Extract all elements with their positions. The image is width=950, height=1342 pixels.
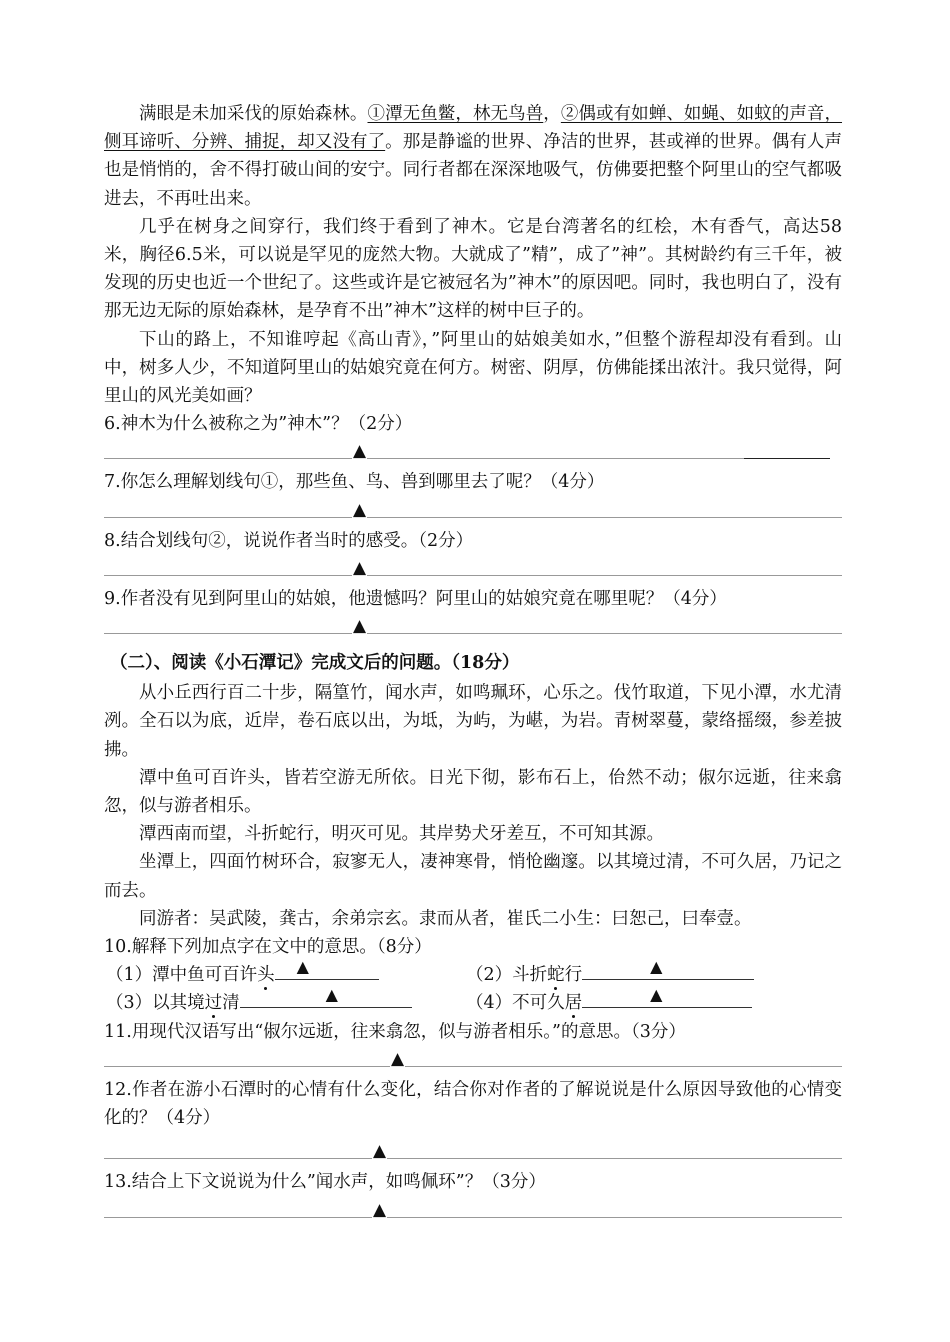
- answer-marker: ▲: [391, 1048, 405, 1069]
- passage1-paragraph-2: 几乎在树身之间穿行，我们终于看到了神木。它是台湾著名的红桧，木有香气，高达58米，胸径6.5米，可以说是罕见的庞然大物。大就成了”精”，成了”神”。其树龄约有三千年，被发现的历史也近一个世纪了。这些或许是它被冠名为”神木”的原因吧。同时，我也明白了，没有那无边无际的原始森林，是孕育不出”神木”这样的树中巨子的。: [104, 216, 842, 322]
- fill-blank-3[interactable]: [240, 985, 412, 1008]
- q10-row-1: [104, 957, 842, 989]
- underlined-sentence-2: ②偶或有如蝉、如蝇、如蚊的声音，侧耳谛听、分辨、捕捉，却又没有了: [104, 104, 843, 153]
- question-11: 11.用现代汉语写出“俶尔远逝，往来翕忽，似与游者相乐。”的意思。（3分）: [104, 1021, 686, 1042]
- answer-marker: ▲: [650, 985, 663, 1005]
- dotted-char: 头: [257, 965, 275, 986]
- answer-rule: [104, 1217, 842, 1218]
- dotted-char: 居: [564, 993, 583, 1014]
- section-2-title: （二）、阅读《小石潭记》完成文后的问题。（18分）: [110, 653, 520, 674]
- answer-line-q8[interactable]: [104, 555, 842, 585]
- passage2-paragraph-3: 潭西南而望，斗折蛇行，明灭可见。其岸势犬牙差互，不可知其源。: [139, 824, 664, 845]
- q10-item-2: （2）斗折蛇行 ▲: [464, 961, 824, 989]
- p1-end: 。那是静谧的世界、净洁的世界，甚或禅的世界。偶有人声也是悄悄的，舍不得打破山间的安宁。同行者都在深深地吸气，仿佛要把整个阿里山的空气都吸进去，不再吐出来。: [104, 132, 842, 209]
- answer-marker: ▲: [353, 499, 367, 520]
- fill-blank-1[interactable]: [275, 957, 379, 980]
- answer-marker: ▲: [353, 557, 367, 578]
- answer-rule: [104, 1066, 842, 1067]
- answer-marker: ▲: [650, 957, 663, 977]
- q10-row-2: [104, 985, 842, 1017]
- answer-rule: [104, 633, 842, 634]
- q10-item-4: （4）不可久居 ▲: [464, 989, 824, 1017]
- passage1-paragraph-1: [104, 100, 842, 213]
- answer-marker: ▲: [373, 1199, 387, 1220]
- question-7: 7.你怎么理解划线句①，那些鱼、鸟、兽到哪里去了呢？（4分）: [104, 472, 605, 493]
- passage2-paragraph-1: 从小丘西行百二十步，隔篁竹，闻水声，如鸣珮环，心乐之。伐竹取道，下见小潭，水尤清冽。全石以为底，近岸，卷石底以出，为坻，为屿，为嵁，为岩。青树翠蔓，蒙络摇缀，参差披拂。: [104, 683, 842, 760]
- answer-marker: ▲: [353, 441, 367, 462]
- answer-line-q6[interactable]: [104, 438, 842, 468]
- answer-rule: [104, 458, 830, 459]
- underlined-sentence-1: ①潭无鱼鳖，林无鸟兽: [367, 104, 544, 124]
- question-10: 10.解释下列加点字在文中的意思。（8分）: [104, 937, 432, 958]
- answer-marker: ▲: [325, 985, 338, 1005]
- fill-blank-2[interactable]: [582, 957, 754, 980]
- answer-line-q13[interactable]: [104, 1197, 842, 1227]
- passage2-paragraph-2: 潭中鱼可百许头，皆若空游无所依。日光下彻，影布石上，佁然不动；俶尔远逝，往来翕忽，似与游者相乐。: [104, 767, 842, 817]
- passage2-paragraph-5: 同游者：吴武陵，龚古，余弟宗玄。隶而从者，崔氏二小生：曰恕己，曰奉壹。: [139, 908, 752, 929]
- answer-rule: [104, 517, 842, 518]
- answer-rule: [104, 575, 842, 576]
- p1-start: 满眼是未加采伐的原始森林。: [139, 104, 368, 124]
- dotted-char: 蛇: [547, 965, 565, 986]
- answer-marker: ▲: [296, 957, 309, 977]
- answer-rule: [104, 1158, 842, 1159]
- answer-line-q7[interactable]: [104, 497, 842, 527]
- q10-item-3: （3）以其境过清 ▲: [104, 989, 464, 1017]
- question-8: 8.结合划线句②，说说作者当时的感受。（2分）: [104, 530, 474, 551]
- dotted-char: 过: [204, 993, 223, 1014]
- passage2-paragraph-4: 坐潭上，四面竹树环合，寂寥无人，凄神寒骨，悄怆幽邃。以其境过清，不可久居，乃记之而去。: [104, 852, 842, 901]
- question-12: 12.作者在游小石潭时的心情有什么变化，结合你对作者的了解说说是什么原因导致他的心情变化的？（4分）: [104, 1079, 842, 1129]
- answer-marker: ▲: [353, 616, 367, 637]
- question-13: 13.结合上下文说说为什么”闻水声，如鸣佩环”？（3分）: [104, 1172, 546, 1193]
- answer-line-q12[interactable]: [104, 1132, 842, 1168]
- question-9: 9.作者没有见到阿里山的姑娘，他遗憾吗？阿里山的姑娘究竟在哪里呢？（4分）: [104, 588, 727, 609]
- fill-blank-4[interactable]: [582, 985, 752, 1008]
- q10-item-1: （1）潭中鱼可百许头 ▲: [104, 961, 464, 989]
- page-content: [104, 100, 842, 1227]
- answer-marker: ▲: [373, 1141, 387, 1162]
- answer-line-q11[interactable]: [104, 1046, 842, 1076]
- p1-comma: ，: [543, 104, 561, 124]
- answer-line-q9[interactable]: [104, 613, 842, 643]
- answer-tail: [744, 458, 830, 459]
- question-6: 6.神木为什么被称之为”神木”？（2分）: [104, 414, 413, 435]
- passage1-paragraph-3: 下山的路上，不知谁哼起《高山青》，”阿里山的姑娘美如水，”但整个游程却没有看到。山中，树多人少，不知道阿里山的姑娘究竟在何方。树密、阴厚，仿佛能揉出浓汁。我只觉得，阿里山的风光美如画？: [104, 329, 842, 407]
